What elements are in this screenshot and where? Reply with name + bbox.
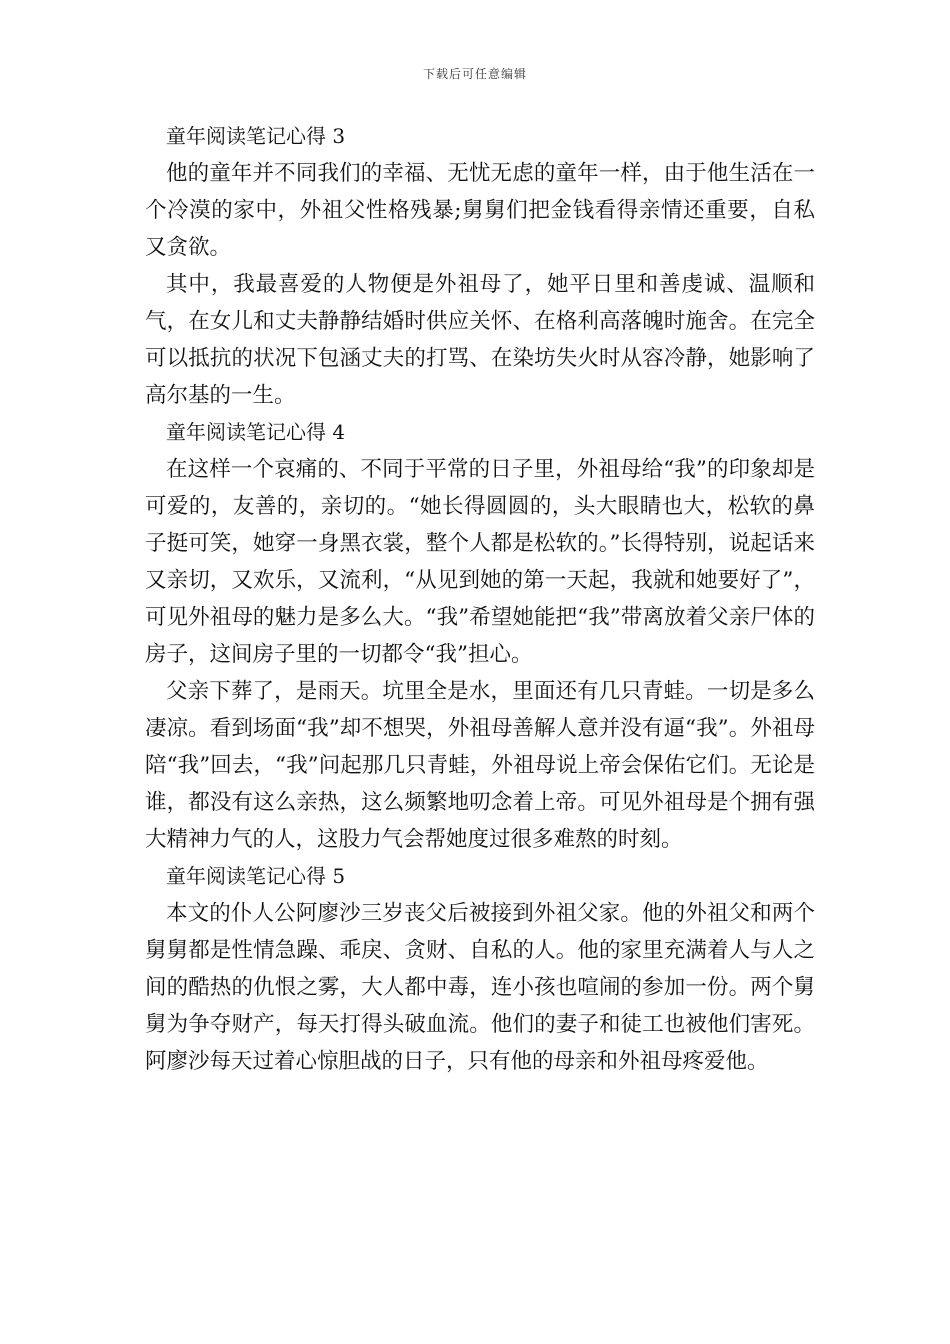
paragraph: 父亲下葬了，是雨天。坑里全是水，里面还有几只青蛙。一切是多么凄凉。看到场面“我”却不想哭，外祖母善解人意并没有逼“我”。外祖母陪“我”回去，“我”问起那几只青蛙，外祖母说上帝会保佑它们。无论是谁，都没有这么亲热，这么频繁地叨念着上帝。可见外祖母是个拥有强大精神力气的人，这股力气会帮她度过很多难熬的时刻。 (145, 679, 815, 852)
paragraph: 在这样一个哀痛的、不同于平常的日子里，外祖母给“我”的印象却是可爱的，友善的，亲切的。“她长得圆圆的，头大眼睛也大，松软的鼻子挺可笑，她穿一身黑衣裳，整个人都是松软的。”长得特别，说起话来又亲切，又欢乐，又流利，“从见到她的第一天起，我就和她要好了”，可见外祖母的魅力是多么大。“我”希望她能把“我”带离放着父亲尸体的房子，这间房子里的一切都令“我”担心。 (145, 457, 815, 667)
section-heading: 童年阅读笔记心得 4 (166, 420, 346, 444)
paragraph: 本文的仆人公阿廖沙三岁丧父后被接到外祖父家。他的外祖父和两个舅舅都是性情急躁、乖戾、贪财、自私的人。他的家里充满着人与人之间的酷热的仇恨之雾，大人都中毒，连小孩也喧闹的参加一份。两个舅舅为争夺财产，每天打得头破血流。他们的妻子和徒工也被他们害死。阿廖沙每天过着心惊胆战的日子，只有他的母亲和外祖母疼爱他。 (145, 901, 815, 1074)
paragraph: 他的童年并不同我们的幸福、无忧无虑的童年一样，由于他生活在一个冷漠的家中，外祖父性格残暴;舅舅们把金钱看得亲情还重要，自私又贪欲。 (145, 161, 815, 260)
section (145, 118, 815, 414)
section (145, 414, 815, 858)
document-body (145, 118, 815, 1080)
page-header: 下载后可任意编辑 (422, 67, 527, 81)
paragraph: 其中，我最喜爱的人物便是外祖母了，她平日里和善虔诚、温顺和气，在女儿和丈夫静静结婚时供应关怀、在格利高落魄时施舍。在完全可以抵抗的状况下包涵丈夫的打骂、在染坊失火时从容冷静，她影响了高尔基的一生。 (145, 272, 815, 408)
section-heading: 童年阅读笔记心得 3 (166, 124, 346, 148)
section-heading: 童年阅读笔记心得 5 (166, 864, 346, 888)
section (145, 858, 815, 1080)
